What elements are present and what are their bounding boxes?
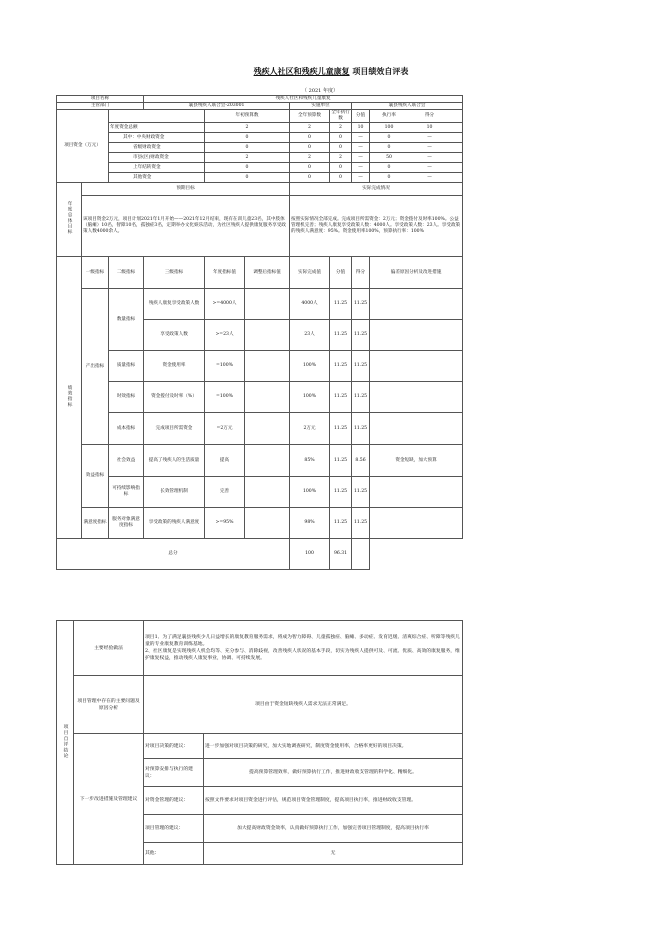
indicator-actual: 2万元 — [290, 413, 330, 445]
indicator-score: 11.25 — [330, 382, 352, 413]
fund-row-value: 0 — [387, 134, 391, 140]
suggest-key: 对项目决策的建议： — [144, 734, 204, 759]
fund-row-value: 0 — [205, 173, 290, 183]
conclusion-label — [57, 621, 74, 865]
indicator-got: 11.25 — [352, 382, 370, 413]
indicator-adjusted — [245, 382, 290, 413]
funds-blank-header — [109, 110, 205, 123]
fund-row-rate-got — [370, 123, 463, 133]
indicator-name: 资金拨付及时率（%） — [144, 382, 205, 413]
fund-row-value: — — [352, 163, 370, 173]
suggest-value: 进一步加强对项目决策的研究，加大实地调查研究，制度资金使用率，合格率更好的项目决策。 — [204, 734, 463, 759]
conclusion-label-text: 项目自评结论 — [62, 723, 68, 759]
project-name-label: 项目名称 — [57, 96, 144, 103]
indicator-actual: 100% — [290, 477, 330, 508]
perf-header: 三级指标 — [144, 257, 205, 289]
project-name: 残疾人社区和残疾儿童康复 — [144, 96, 463, 103]
fund-row-value: 10 — [426, 124, 433, 130]
indicator-score: 11.25 — [330, 508, 352, 539]
indicator-reason — [370, 351, 463, 382]
indicator-got: 11.25 — [352, 508, 370, 539]
indicator-got: 11.25 — [352, 289, 370, 320]
funds-header-initial: 年初预算数 — [205, 110, 290, 123]
fund-row-rate-got — [370, 153, 463, 163]
indicator-got: 11.25 — [352, 351, 370, 382]
time-label: 时效指标 — [109, 382, 144, 413]
funds-header-annual: 全年预算数 — [290, 110, 330, 123]
perf-label — [57, 257, 82, 539]
suggest-value: 按照文件要求对项目资金进行评估，规范项目资金管理制度，提高项目执行率，推进财政收支管理。 — [204, 787, 463, 815]
fund-row-name: 市县(区)财政资金 — [109, 153, 205, 163]
goals-label-text: 年度总体目标 — [67, 201, 72, 235]
indicator-target: 提高 — [205, 445, 245, 477]
fund-row-value: — — [427, 144, 432, 150]
fund-row-value: — — [352, 153, 370, 163]
fund-row-value: 0 — [290, 163, 330, 173]
problem-label: 项目管理中存在的主要问题及原因分析 — [74, 676, 144, 734]
social-label: 社会效益 — [109, 445, 144, 477]
fund-row-value: 0 — [387, 164, 391, 170]
fund-row-value: — — [352, 133, 370, 143]
indicator-reason — [370, 477, 463, 508]
main-experience: 项目1、为了满足襄县残疾少儿日益增长的康复教育服务需求，将成为智力障碍、儿童孤独症、脑瘫、多动症、发育迟缓、清爽综合症、听障等残疾儿童的专业康复教育训练基地。 2、社区康复是实现残疾人机会均等、充分参与、消除歧视，改善残疾人状况的基本手段，切实为残疾人提供可及、可流、优质、高效的康复服务，维护康复权益，推动残疾人康复事业，协调、可持续发展。 — [144, 621, 463, 676]
impl: 襄县残疾人联合会 — [352, 103, 463, 110]
suggest-key: 对资金管理的建议： — [144, 787, 204, 815]
dept-label: 主管部门 — [57, 103, 144, 110]
indicator-adjusted — [245, 289, 290, 320]
indicator-got: 8.56 — [352, 445, 370, 477]
fund-row-value: 0 — [290, 143, 330, 153]
suggest-value: 无 — [204, 843, 463, 865]
fund-row-value: 50 — [386, 154, 392, 160]
indicator-adjusted — [245, 413, 290, 445]
fund-row-name: 年度资金总额 — [109, 123, 205, 133]
title-project-name: 残疾人社区和残疾儿童康复 — [253, 67, 350, 76]
indicator-name: 享受政策人数 — [144, 320, 205, 351]
fund-row-value: 0 — [330, 143, 352, 153]
total-score: 100 — [290, 539, 330, 570]
indicator-reason — [370, 289, 463, 320]
fund-row-name: 其他资金 — [109, 173, 205, 183]
fund-row-value: — — [352, 143, 370, 153]
suggest-key: 其他： — [144, 843, 204, 865]
goals-expected-label: 预期目标 — [82, 183, 290, 196]
fund-row-rate-got — [370, 143, 463, 153]
indicator-reason — [370, 508, 463, 539]
indicator-target: >=95% — [205, 508, 245, 539]
indicator-name: 完成项目所需资金 — [144, 413, 205, 445]
quantity-label: 数量指标 — [109, 289, 144, 351]
fund-row-value: — — [427, 154, 432, 160]
goals-actual-label: 实际完成情况 — [290, 183, 463, 196]
indicator-name: 提高了残疾人的生活质量 — [144, 445, 205, 477]
indicator-actual: 85% — [290, 445, 330, 477]
indicator-score: 11.25 — [330, 351, 352, 382]
fund-row-value: 0 — [330, 163, 352, 173]
suggest-value: 提高预算管理效率，做好预算执行工作，推进财政收支管理的科学化、精细化。 — [204, 759, 463, 787]
impl-label: 实施单位 — [290, 103, 352, 110]
self-evaluation-table — [56, 95, 463, 570]
goals-actual: 按照实际情况全部完成。完成项目所需资金：2万元；资金拨付及时率100%。公益管理机完善；残疾人康复享受政策人数：4000人。享受政策人数：23人。享受政策的残疾人满意度：95%。资金使用率100%，预算执行率：100% — [290, 196, 463, 257]
indicator-target: =100% — [205, 382, 245, 413]
main-experience-label: 主要经验做法 — [74, 621, 144, 676]
funds-header-exec: 全年执行数 — [331, 110, 350, 121]
indicator-reason: 资金短缺，加大预算 — [370, 445, 463, 477]
goals-expected: 该项目资金2万元，项目计划2021年1月开始——2021年12月结束，现有在训儿童23名，其中肢体（脑瘫）10名，智障10名，孤独症3名，定期举办文化娱乐活动，为社区残疾人提供康复服务享受政策人数4000余人。 — [82, 196, 290, 257]
cost-label: 成本指标 — [109, 413, 144, 445]
fund-row-value: — — [352, 173, 370, 183]
fund-row-value: 0 — [205, 143, 290, 153]
fund-row-value: 0 — [330, 133, 352, 143]
indicator-actual: 23人 — [290, 320, 330, 351]
perf-header: 一级指标 — [82, 257, 109, 289]
indicator-target: >=23人 — [205, 320, 245, 351]
fund-row-rate-got — [370, 163, 463, 173]
page-title — [0, 66, 662, 77]
fund-row-value: 0 — [330, 173, 352, 183]
indicator-got: 11.25 — [352, 413, 370, 445]
fund-row-value: 0 — [290, 133, 330, 143]
fund-row-value: 2 — [330, 153, 352, 163]
indicator-score: 11.25 — [330, 289, 352, 320]
fund-row-value: 0 — [205, 133, 290, 143]
perf-header: 分值 — [330, 257, 352, 289]
fund-row-value: — — [427, 164, 432, 170]
fund-row-value: 2 — [290, 153, 330, 163]
indicator-reason — [370, 382, 463, 413]
indicator-actual: 98% — [290, 508, 330, 539]
indicator-actual: 4000人 — [290, 289, 330, 320]
fund-row-value: 0 — [387, 144, 391, 150]
indicator-reason — [370, 320, 463, 351]
fund-row-value: 100 — [384, 124, 394, 130]
fund-row-name: 上年结转资金 — [109, 163, 205, 173]
problem: 项目由于资金短缺残疾人需求无法正常满足。 — [144, 676, 463, 734]
indicator-name: 资金使用率 — [144, 351, 205, 382]
year-line: （ 2021 年度） — [302, 88, 338, 94]
total-label: 总分 — [57, 539, 290, 570]
fund-row-name: 省级财政资金 — [109, 143, 205, 153]
indicator-name: 长效管理机制 — [144, 477, 205, 508]
indicator-adjusted — [245, 445, 290, 477]
indicator-target: 完善 — [205, 477, 245, 508]
indicator-score: 11.25 — [330, 413, 352, 445]
indicator-target: >=4000人 — [205, 289, 245, 320]
indicator-actual: 100% — [290, 382, 330, 413]
suggest-key: 对预算安排与执行的建议： — [144, 759, 204, 787]
fund-row-value: 2 — [205, 153, 290, 163]
suggest-key: 项目管理的建议： — [144, 815, 204, 843]
indicator-score: 11.25 — [330, 445, 352, 477]
perf-header: 二级指标 — [109, 257, 144, 289]
indicator-score: 11.25 — [330, 477, 352, 508]
fund-row-value: 0 — [290, 173, 330, 183]
indicator-name: 残疾人康复享受政策人数 — [144, 289, 205, 320]
fund-row-value: 0 — [387, 174, 391, 180]
quality-label: 质量指标 — [109, 351, 144, 382]
fund-row-value: — — [427, 174, 432, 180]
perf-header: 年度指标值 — [205, 257, 245, 289]
total-got: 96.31 — [330, 539, 352, 570]
fund-row-rate-got — [370, 133, 463, 143]
effect-label: 效益指标 — [82, 445, 109, 508]
indicator-adjusted — [245, 477, 290, 508]
dept: 襄县残疾人联合会-203001 — [144, 103, 290, 110]
indicator-adjusted — [245, 320, 290, 351]
indicator-score: 11.25 — [330, 320, 352, 351]
fund-row-value: 0 — [205, 163, 290, 173]
indicator-target: =2万元 — [205, 413, 245, 445]
goals-label — [57, 183, 82, 257]
service-label: 服务对象满意度指标 — [109, 508, 144, 539]
fund-row-value: — — [427, 134, 432, 140]
fund-row-value: 2 — [290, 123, 330, 133]
output-label: 产出指标 — [82, 289, 109, 445]
fund-row-value: 10 — [352, 123, 370, 133]
conclusion-table — [56, 620, 463, 865]
indicator-target: =100% — [205, 351, 245, 382]
funds-header-rate-got — [370, 110, 463, 123]
indicator-reason — [370, 413, 463, 445]
suggest-value: 加大提高财政资金效率，认真做好预算执行工作，加强完善项目管理制度，提高项目执行率 — [204, 815, 463, 843]
satisfaction-label: 满意度指标 — [82, 508, 109, 539]
title-suffix: 项目绩效自评表 — [349, 67, 409, 76]
perf-header: 得分 — [352, 257, 370, 289]
indicator-actual: 100% — [290, 351, 330, 382]
indicator-name: 享受政策的残疾人满意度 — [144, 508, 205, 539]
sustain-label: 可持续影响指标 — [109, 477, 144, 508]
perf-header: 偏差原因分析及改进措施 — [370, 257, 463, 289]
indicator-adjusted — [245, 508, 290, 539]
fund-row-rate-got — [370, 173, 463, 183]
funds-header-got: 得分 — [424, 113, 435, 118]
indicator-adjusted — [245, 351, 290, 382]
perf-header: 实际完成值 — [290, 257, 330, 289]
total-reason — [352, 539, 370, 570]
fund-row-value: 2 — [205, 123, 290, 133]
funds-header-score: 分值 — [352, 110, 370, 123]
perf-header: 调整后指标值 — [245, 257, 290, 289]
funds-label: 项目资金（万元） — [57, 110, 109, 183]
perf-label-text: 绩效指标 — [67, 384, 72, 408]
fund-row-name: 其中：中央财政资金 — [109, 133, 205, 143]
fund-row-value: 2 — [330, 123, 352, 133]
funds-header-rate: 执行率 — [382, 113, 396, 118]
indicator-got: 11.25 — [352, 320, 370, 351]
indicator-got: 11.25 — [352, 477, 370, 508]
next-steps-label: 下一步改进措施及管理建议 — [74, 734, 144, 865]
